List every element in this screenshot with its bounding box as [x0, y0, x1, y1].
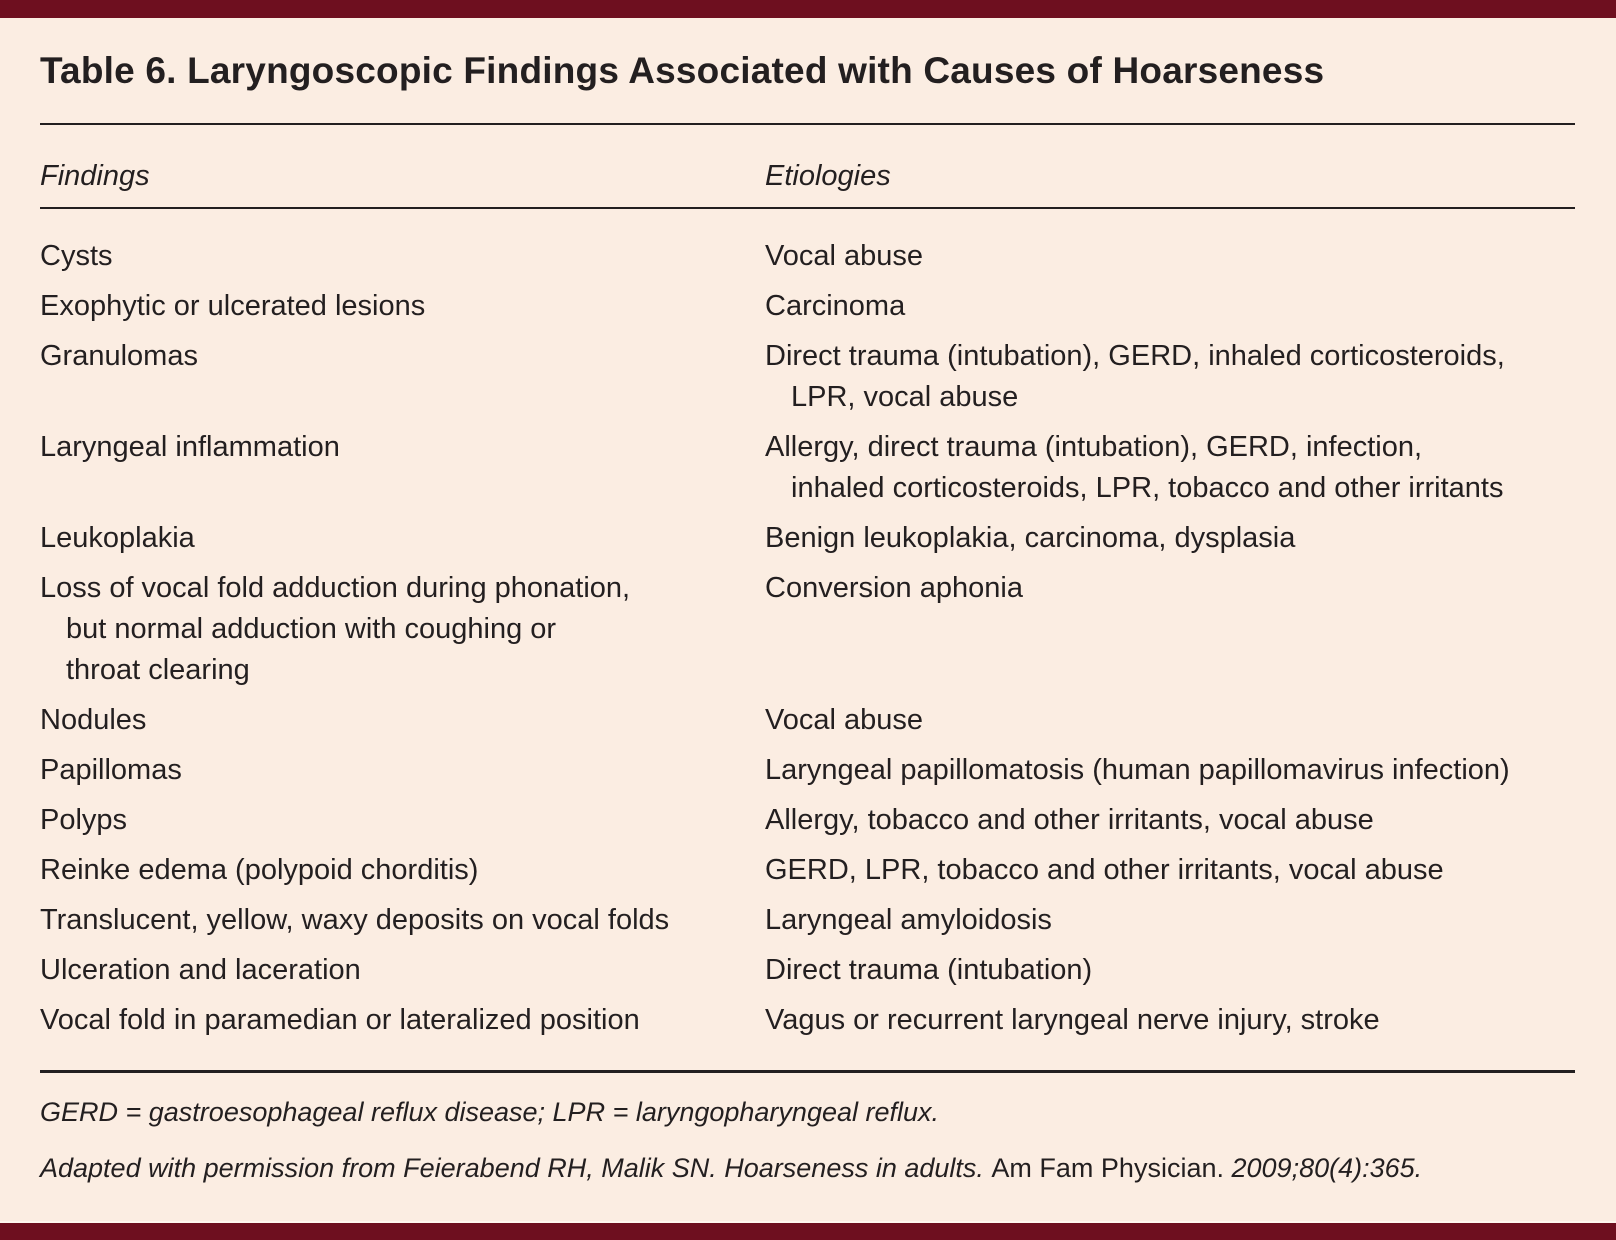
abbreviations-footnote: GERD = gastroesophageal reflux disease; LPR = laryngopharyngeal reflux. — [40, 1097, 940, 1127]
etiology-cell — [765, 950, 1575, 991]
etiology-cell-line: Vagus or recurrent laryngeal nerve injury, stroke — [765, 1004, 1380, 1036]
finding-cell — [40, 286, 765, 327]
table-row — [40, 427, 1575, 509]
finding-cell — [40, 850, 765, 891]
table-body — [40, 236, 1575, 1050]
bottom-accent-bar — [0, 1221, 1616, 1240]
finding-cell-line: Nodules — [40, 704, 147, 736]
table-title: Table 6. Laryngoscopic Findings Associated with Causes of Hoarseness — [40, 50, 1325, 91]
finding-cell-line: Loss of vocal fold adduction during phonation, — [40, 572, 631, 604]
etiology-cell-line: Vocal abuse — [765, 240, 924, 272]
etiology-cell — [765, 850, 1575, 891]
bottom-rule — [40, 1070, 1575, 1073]
etiology-cell-line: Vocal abuse — [765, 704, 924, 736]
finding-cell — [40, 568, 765, 691]
table-row — [40, 950, 1575, 991]
etiology-cell-line: Direct trauma (intubation) — [765, 954, 1093, 986]
etiology-cell — [765, 236, 1575, 277]
table-row — [40, 568, 1575, 691]
table-row — [40, 800, 1575, 841]
finding-cell-line: Granulomas — [40, 340, 198, 372]
etiology-cell — [765, 568, 1575, 691]
etiology-cell-line: Laryngeal papillomatosis (human papillomavirus infection) — [765, 754, 1510, 786]
table-row — [40, 750, 1575, 791]
finding-cell-line: throat clearing — [66, 654, 250, 686]
top-accent-bar — [0, 0, 1616, 18]
header-rule — [40, 207, 1575, 209]
etiology-cell — [765, 427, 1575, 509]
etiology-cell — [765, 286, 1575, 327]
etiology-cell-line: Allergy, tobacco and other irritants, vocal abuse — [765, 804, 1374, 836]
etiology-cell-line: Conversion aphonia — [765, 572, 1023, 604]
finding-cell — [40, 800, 765, 841]
finding-cell — [40, 518, 765, 559]
finding-cell-line: Ulceration and laceration — [40, 954, 361, 986]
source-prefix: Adapted with permission from Feierabend RH, Malik SN. Hoarseness in adults. — [40, 1153, 984, 1183]
source-footnote — [40, 1153, 1422, 1184]
etiology-cell-line: inhaled corticosteroids, LPR, tobacco and other irritants — [791, 472, 1504, 504]
finding-cell — [40, 950, 765, 991]
etiology-cell-line: Laryngeal amyloidosis — [765, 904, 1052, 936]
column-header-findings: Findings — [40, 160, 150, 192]
finding-cell — [40, 236, 765, 277]
table-row — [40, 900, 1575, 941]
table-row — [40, 236, 1575, 277]
source-citation: 2009;80(4):365. — [1231, 1153, 1423, 1183]
etiology-cell-line: Allergy, direct trauma (intubation), GERD, infection, — [765, 431, 1423, 463]
etiology-cell — [765, 518, 1575, 559]
table-row — [40, 286, 1575, 327]
finding-cell — [40, 900, 765, 941]
title-rule — [40, 123, 1575, 125]
finding-cell-line: Vocal fold in paramedian or lateralized position — [40, 1004, 640, 1036]
etiology-cell — [765, 700, 1575, 741]
etiology-cell — [765, 1000, 1575, 1041]
table-row — [40, 850, 1575, 891]
column-header-etiologies: Etiologies — [765, 160, 891, 192]
table-row — [40, 518, 1575, 559]
finding-cell-line: Polyps — [40, 804, 128, 836]
finding-cell — [40, 700, 765, 741]
finding-cell — [40, 427, 765, 509]
etiology-cell — [765, 750, 1575, 791]
finding-cell-line: but normal adduction with coughing or — [66, 613, 557, 645]
etiology-cell — [765, 336, 1575, 418]
etiology-cell-line: GERD, LPR, tobacco and other irritants, vocal abuse — [765, 854, 1444, 886]
finding-cell-line: Reinke edema (polypoid chorditis) — [40, 854, 479, 886]
etiology-cell-line: Benign leukoplakia, carcinoma, dysplasia — [765, 522, 1296, 554]
finding-cell-line: Papillomas — [40, 754, 182, 786]
etiology-cell-line: Carcinoma — [765, 290, 906, 322]
finding-cell — [40, 336, 765, 418]
finding-cell-line: Translucent, yellow, waxy deposits on vocal folds — [40, 904, 670, 936]
finding-cell-line: Laryngeal inflammation — [40, 431, 340, 463]
etiology-cell-line: LPR, vocal abuse — [791, 381, 1019, 413]
table-row — [40, 1000, 1575, 1041]
etiology-cell — [765, 800, 1575, 841]
finding-cell — [40, 750, 765, 791]
finding-cell-line: Cysts — [40, 240, 113, 272]
finding-cell — [40, 1000, 765, 1041]
etiology-cell-line: Direct trauma (intubation), GERD, inhaled corticosteroids, — [765, 340, 1505, 372]
etiology-cell — [765, 900, 1575, 941]
source-journal: Am Fam Physician. — [991, 1153, 1224, 1183]
finding-cell-line: Leukoplakia — [40, 522, 195, 554]
table-row — [40, 700, 1575, 741]
finding-cell-line: Exophytic or ulcerated lesions — [40, 290, 426, 322]
table-row — [40, 336, 1575, 418]
